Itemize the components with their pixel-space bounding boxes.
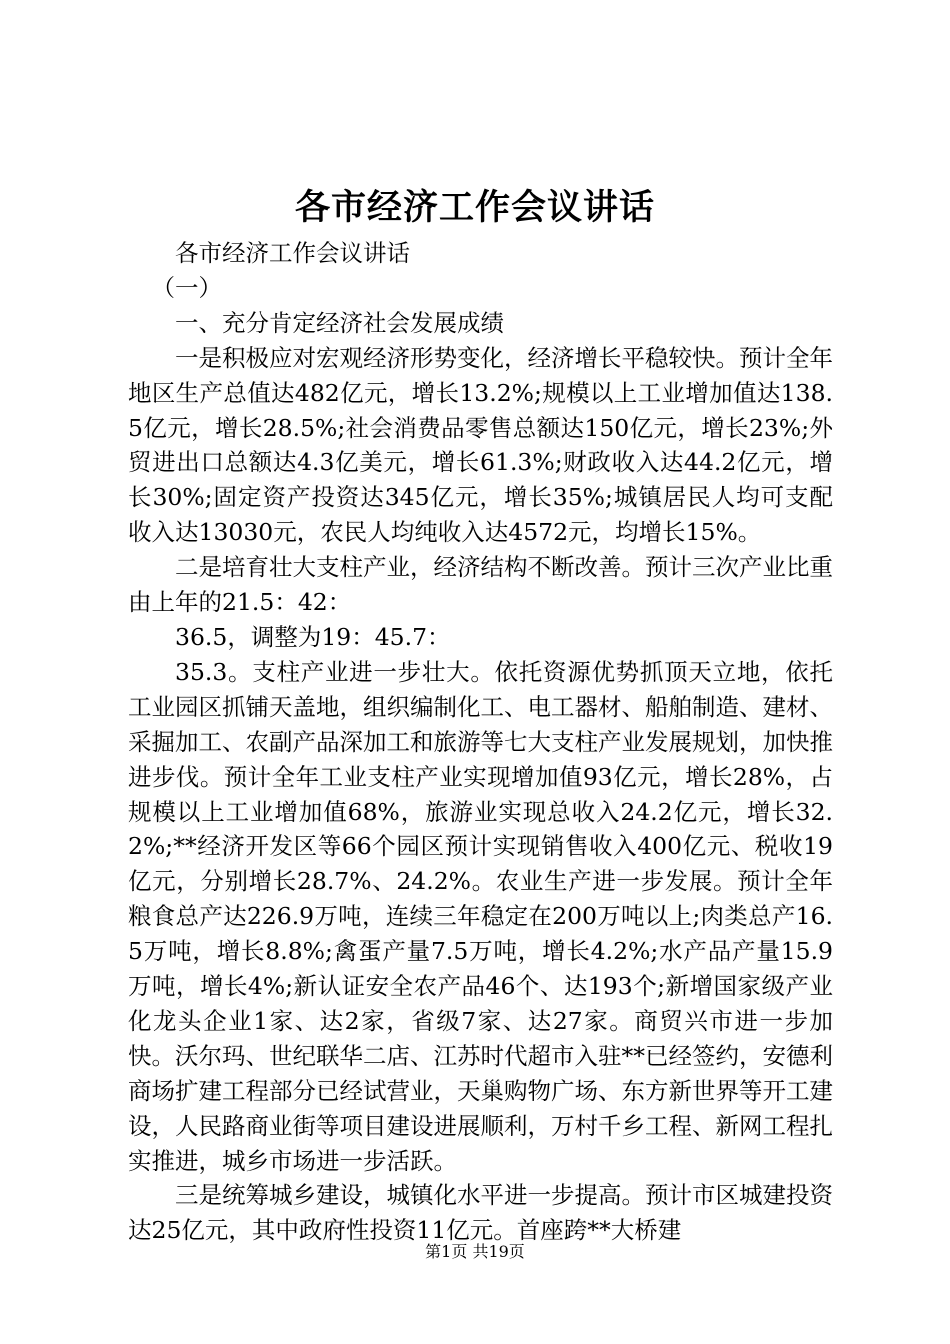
paragraph-heading: 一、充分肯定经济社会发展成绩 xyxy=(175,308,504,337)
paragraph-subtitle: 各市经济工作会议讲话 xyxy=(175,239,410,267)
paragraph-section-number: （一） xyxy=(151,273,222,302)
paragraph: 三是统筹城乡建设，城镇化水平进一步提高。预计市区城建投资达25亿元，其中政府性投资11亿元。首座跨**大桥建 xyxy=(128,1181,833,1245)
paragraph: 一是积极应对宏观经济形势变化，经济增长平稳较快。预计全年地区生产总值达482亿元，增长13.2%;规模以上工业增加值达138.5亿元，增长28.5%;社会消费品零售总额达150亿元，增长23%;外贸进出口总额达4.3亿美元，增长61.3%;财政收入达44.2亿元，增长30%;固定资产投资达345亿元，增长35%;城镇居民人均可支配收入达13030元，农民人均纯收入达4572元，均增长15%。 xyxy=(128,343,833,547)
paragraph: 二是培育壮大支柱产业，经济结构不断改善。预计三次产业比重由上年的21.5：42： xyxy=(128,553,833,617)
document-body xyxy=(128,236,833,1248)
document-title: 各市经济工作会议讲话 xyxy=(294,187,655,228)
paragraph: 35.3。支柱产业进一步壮大。依托资源优势抓顶天立地，依托工业园区抓铺天盖地，组织编制化工、电工器材、船舶制造、建材、采掘加工、农副产品深加工和旅游等七大支柱产业发展规划，加快推进步伐。预计全年工业支柱产业实现增加值93亿元，增长28%，占规模以上工业增加值68%，旅游业实现总收入24.2亿元，增长32.2%;**经济开发区等66个园区预计实现销售收入400亿元、税收19亿元，分别增长28.7%、24.2%。农业生产进一步发展。预计全年粮食总产达226.9万吨，连续三年稳定在200万吨以上;肉类总产16.5万吨，增长8.8%;禽蛋产量7.5万吨，增长4.2%;水产品产量15.9万吨，增长4%;新认证安全农产品46个、达193个;新增国家级产业化龙头企业1家、达2家，省级7家、达27家。商贸兴市进一步加快。沃尔玛、世纪联华二店、江苏时代超市入驻**已经签约，安德利商场扩建工程部分已经试营业，天巢购物广场、东方新世界等开工建设，人民路商业街等项目建设进展顺利，万村千乡工程、新网工程扎实推进，城乡市场进一步活跃。 xyxy=(128,657,833,1175)
page-footer: 第1页 共19页 xyxy=(425,1242,525,1261)
paragraph: 36.5，调整为19：45.7： xyxy=(175,622,451,651)
